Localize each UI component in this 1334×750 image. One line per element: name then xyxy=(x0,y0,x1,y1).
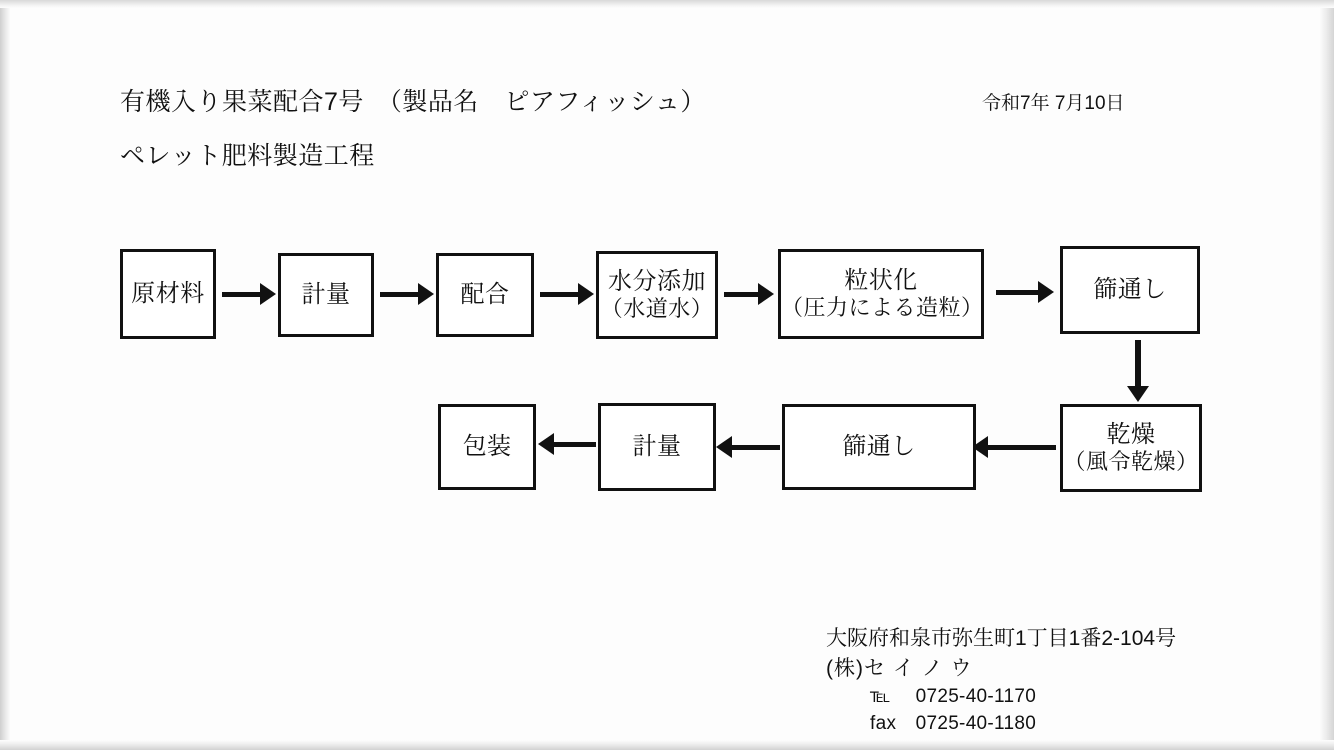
document-title-line1: 有機入り果菜配合7号 （製品名 ピアフィッシュ） xyxy=(120,88,706,116)
footer-fax xyxy=(870,711,1176,738)
flow-box-packaging xyxy=(438,404,536,490)
footer-address: 大阪府和泉市弥生町1丁目1番2-104号 xyxy=(826,627,1177,650)
flow-box-label: 粒状化 xyxy=(844,266,918,294)
flow-box-label: 水分添加 xyxy=(608,267,706,295)
fax-label: fax xyxy=(870,712,897,734)
flow-box-label: 篩通し xyxy=(842,432,916,460)
footer-company: (株)セ イ ノ ウ xyxy=(826,656,973,680)
document-date: 令和7年 7月10日 xyxy=(982,93,1125,114)
flow-box-label: 篩通し xyxy=(1093,275,1167,303)
flow-box-label: 原材料 xyxy=(131,279,205,307)
fax-value: 0725-40-1180 xyxy=(915,712,1037,734)
page-edge-bottom xyxy=(0,740,1334,750)
page-edge-left xyxy=(0,0,10,750)
flow-box-blending xyxy=(436,253,534,337)
page-edge-right xyxy=(1320,0,1334,750)
flow-box-sublabel: （圧力による造粒） xyxy=(781,294,984,320)
flow-box-drying xyxy=(1060,404,1202,492)
page-edge-top xyxy=(0,0,1334,8)
flow-box-water-addition xyxy=(596,251,718,339)
flow-box-label: 乾燥 xyxy=(1106,420,1156,448)
flow-box-sublabel: （水道水） xyxy=(600,295,714,321)
flow-box-raw-material xyxy=(120,249,216,339)
flow-box-weighing-2 xyxy=(598,403,716,491)
document-title-line2: ペレット肥料製造工程 xyxy=(120,142,375,170)
footer-block xyxy=(826,624,1176,738)
tel-value: 0725-40-1170 xyxy=(915,685,1037,707)
flow-box-label: 計量 xyxy=(301,280,351,308)
footer-tel xyxy=(870,684,1176,711)
flow-box-sieving-1 xyxy=(1060,246,1200,334)
tel-label: ℡ xyxy=(870,685,891,707)
flow-box-label: 包装 xyxy=(462,432,512,460)
flow-box-sieving-2 xyxy=(782,404,976,490)
flow-box-label: 計量 xyxy=(632,432,682,460)
flow-box-weighing-1 xyxy=(278,253,374,337)
flow-box-sublabel: （風令乾燥） xyxy=(1063,448,1199,474)
flow-box-label: 配合 xyxy=(460,280,510,308)
flow-box-granulation xyxy=(778,249,984,339)
